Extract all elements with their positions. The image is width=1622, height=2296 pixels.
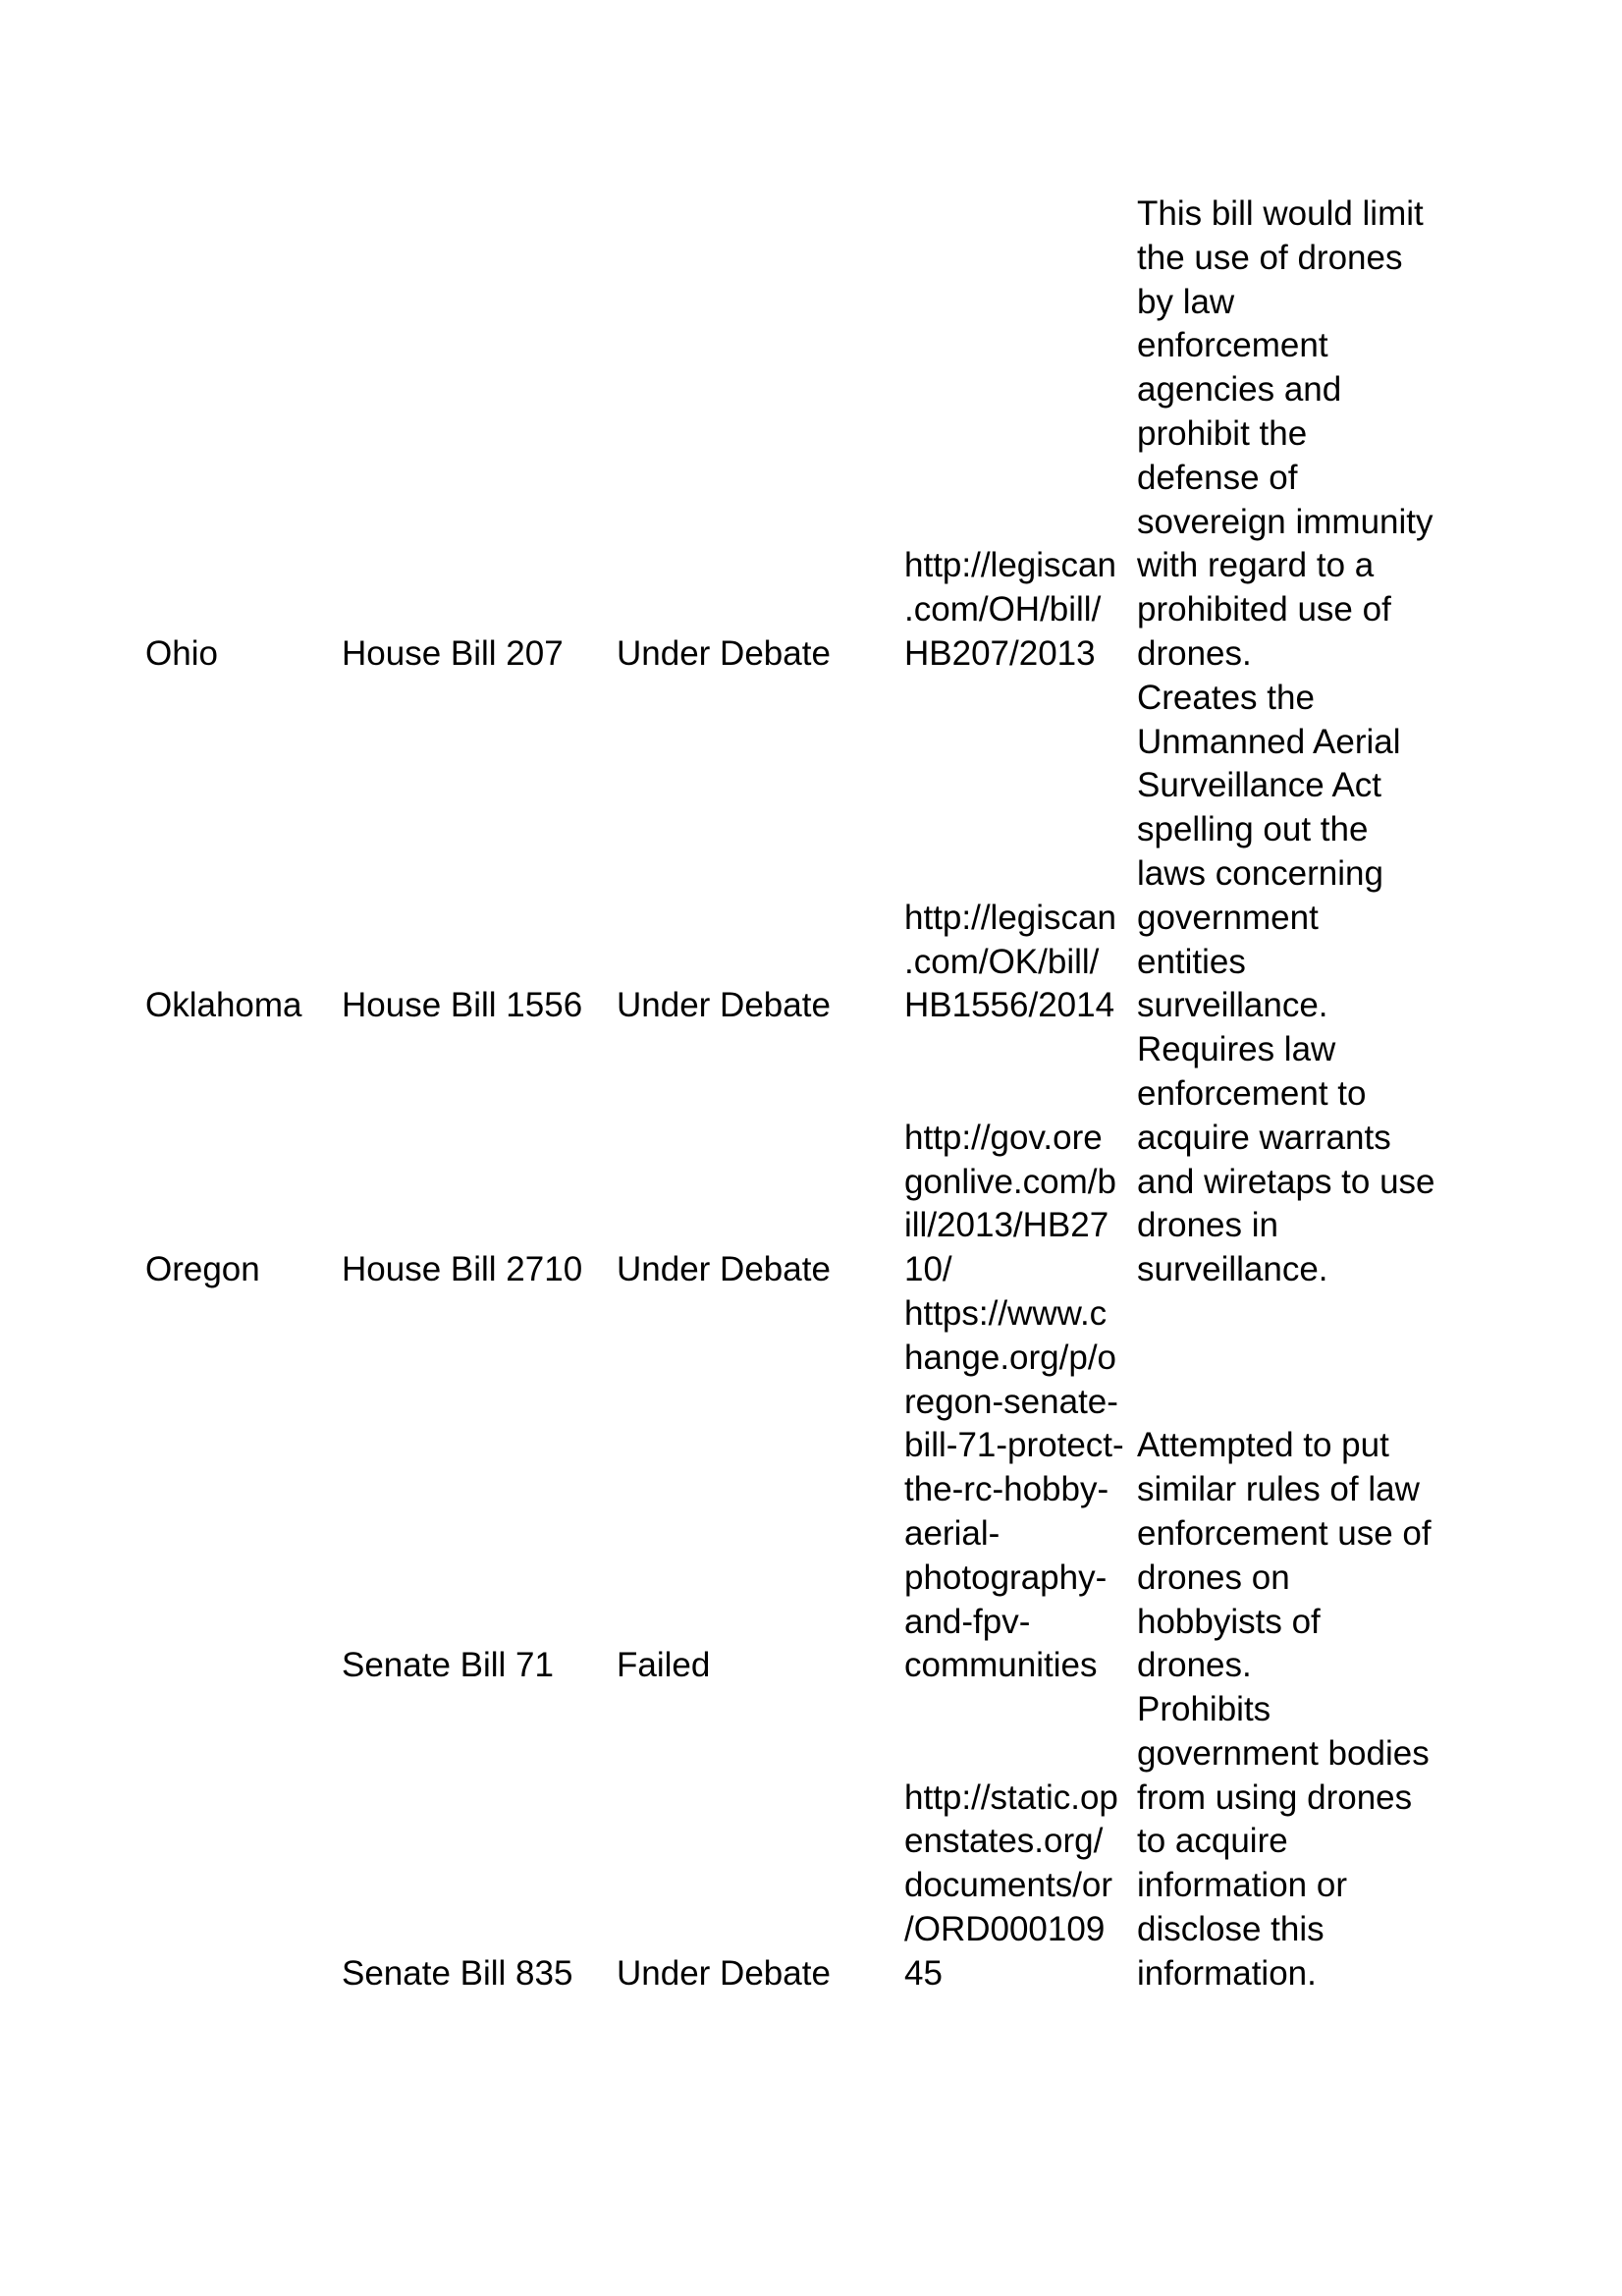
bill-cell: House Bill 2710 [342,1250,583,1289]
link-cell: http://legiscan .com/OK/bill/ HB1556/2014 [904,898,1116,1025]
status-cell: Under Debate [617,986,831,1025]
table-row [145,192,1461,677]
link-cell: http://legiscan .com/OH/bill/ HB207/2013 [904,546,1116,673]
bill-cell: House Bill 1556 [342,986,583,1025]
table-row [145,677,1461,1028]
description-cell: Prohibits government bodies from using drones to acquire information or disclose this information. [1137,1690,1430,1993]
bill-cell: Senate Bill 835 [342,1953,573,1993]
table-row [145,1028,1461,1292]
status-cell: Failed [617,1646,711,1685]
state-cell: Oregon [145,1250,260,1289]
status-cell: Under Debate [617,633,831,673]
status-cell: Under Debate [617,1953,831,1993]
state-cell: Ohio [145,633,218,673]
status-cell: Under Debate [617,1250,831,1289]
link-cell: https://www.c hange.org/p/o regon-senate- bill-71-protect- the-rc-hobby- aerial- photography- and-fpv- communities [904,1293,1124,1685]
description-cell: Attempted to put similar rules of law enforcement use of drones on hobbyists of drones. [1137,1426,1432,1685]
description-cell: Creates the Unmanned Aerial Surveillance Act spelling out the laws concerning government entities surveillance. [1137,678,1401,1025]
bill-cell: House Bill 207 [342,633,564,673]
state-cell: Oklahoma [145,986,302,1025]
link-cell: http://static.op enstates.org/ documents/or /ORD000109 45 [904,1777,1118,1993]
description-cell: Requires law enforcement to acquire warrants and wiretaps to use drones in surveillance. [1137,1030,1435,1289]
link-cell: http://gov.ore gonlive.com/b ill/2013/HB27 10/ [904,1118,1116,1289]
legislation-table [145,192,1461,1996]
bill-cell: Senate Bill 71 [342,1646,554,1685]
description-cell: This bill would limit the use of drones by law enforcement agencies and prohibit the defense of sovereign immunity with regard to a prohibited use of drones. [1137,194,1433,673]
table-row [145,1292,1461,1688]
table-row [145,1688,1461,1996]
